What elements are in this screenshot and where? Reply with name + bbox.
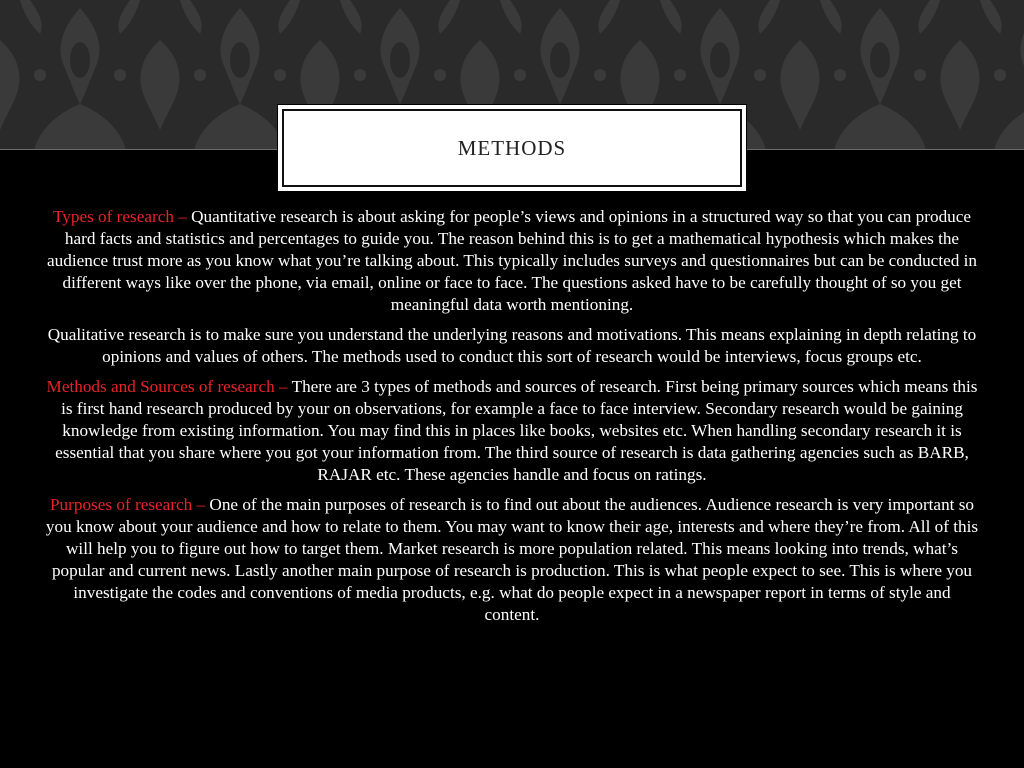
paragraph-methods-and-sources [44, 376, 980, 486]
paragraph-body: Quantitative research is about asking for people’s views and opinions in a structured way so that you can produce hard facts and statistics and percentages to guide you. The reason behind this is to get a mathematical hypothesis which makes the audience trust more as you know what you’re talking about. This typically includes surveys and questionnaires but can be conducted in different ways like over the phone, via email, online or face to face. The questions asked have to be carefully thought of so you get meaningful data worth mentioning. [47, 207, 977, 314]
paragraph-heading: Types of research – [52, 207, 187, 226]
paragraph-body: There are 3 types of methods and sources of research. First being primary sources which means this is first hand research produced by your on observations, for example a face to face interview. Secondary research would be gaining knowledge from existing information. You may find this in places like books, websites etc. When handling secondary research it is essential that you share where you got your information from. The third source of research is data gathering agencies such as BARB, RAJAR etc. These agencies handle and focus on ratings. [55, 377, 978, 484]
paragraph-body: One of the main purposes of research is to find out about the audiences. Audience research is very important so you know about your audience and how to relate to them. You may want to know their age, interests and where they’re from. All of this will help you to figure out how to target them. Market research is more population related. This means looking into trends, what’s popular and current news. Lastly another main purpose of research is production. This is what people expect to see. This is where you investigate the codes and conventions of media products, e.g. what do people expect in a newspaper report in terms of style and content. [45, 495, 979, 624]
paragraph-body: Qualitative research is to make sure you understand the underlying reasons and motivations. This means explaining in depth relating to opinions and values of others. The methods used to conduct this sort of research would be interviews, focus groups etc. [47, 325, 977, 366]
slide-content [44, 206, 980, 634]
paragraph-heading: Purposes of research – [49, 495, 206, 514]
paragraph-types-of-research [44, 206, 980, 316]
paragraph-qualitative-research [44, 324, 980, 368]
paragraph-purposes-of-research [44, 494, 980, 626]
title-box [277, 104, 747, 192]
paragraph-heading: Methods and Sources of research – [46, 377, 288, 396]
title-frame [282, 109, 742, 187]
slide-title: METHODS [457, 135, 567, 160]
